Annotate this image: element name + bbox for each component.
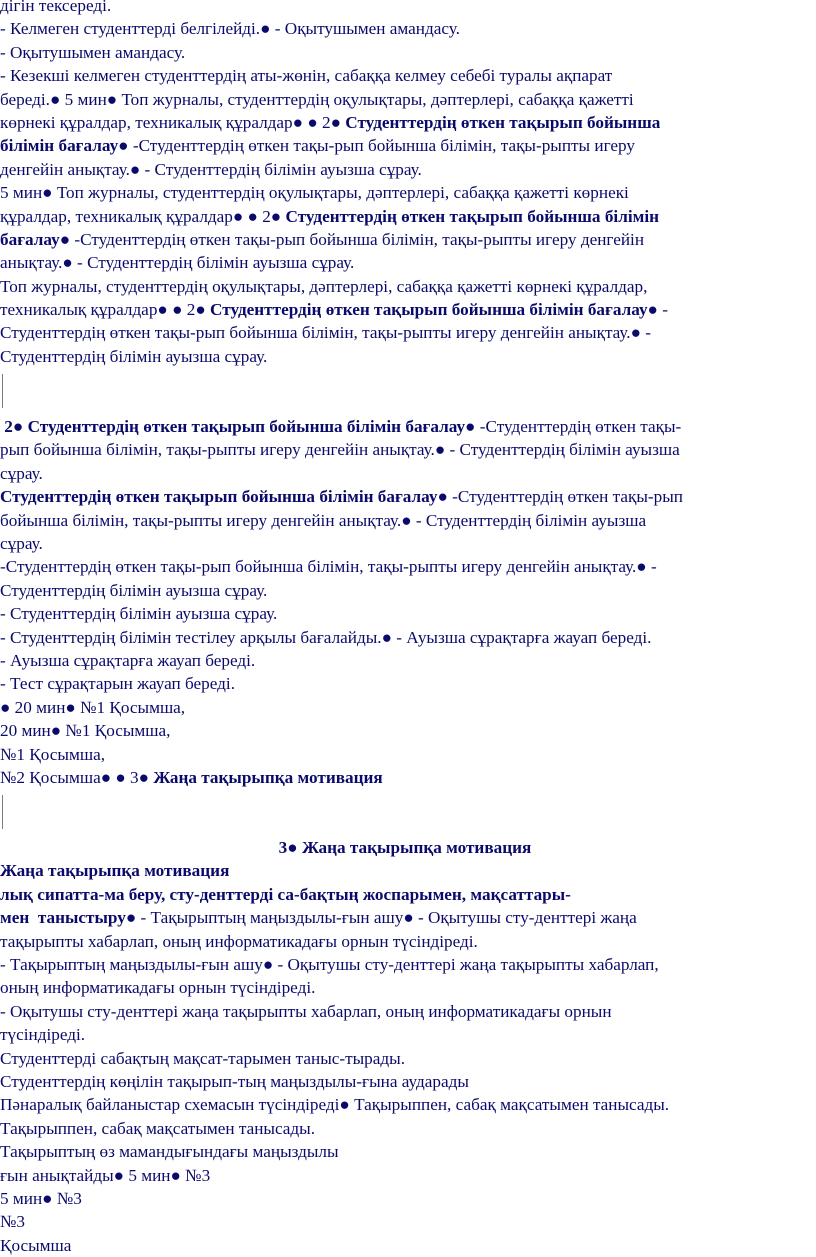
text-line bbox=[0, 0, 810, 17]
text-run: оның информатикадағы орнын түсіндіреді. bbox=[0, 978, 316, 998]
text-run: - Студенттердің білімін тестілеу арқылы бағалайды.● - Ауызша сұрақтарға жауап береді. bbox=[0, 627, 652, 647]
cursor-bar-divider bbox=[0, 789, 810, 836]
bold-text-run: Студенттердің өткен тақырып бойынша білімін бағалау● bbox=[0, 487, 448, 507]
text-line bbox=[0, 415, 810, 438]
text-run: -Студенттердің өткен тақы-рып бойынша білімін, тақы-рыпты игеру денгейін bbox=[70, 229, 645, 249]
text-line bbox=[0, 205, 810, 228]
text-run: Пәнаралық байланыстар схемасын түсіндіреді● Тақырыппен, сабақ мақсатымен танысады. bbox=[0, 1095, 670, 1115]
bold-text-run: бағалау● bbox=[0, 229, 71, 249]
text-run: Студенттердің білімін ауызша сұрау. bbox=[0, 580, 268, 600]
text-line bbox=[0, 859, 810, 882]
text-line bbox=[0, 1164, 810, 1187]
text-line bbox=[0, 88, 810, 111]
bold-text-run: Студенттердің өткен тақырып бойынша bbox=[345, 112, 661, 132]
text-line bbox=[0, 251, 810, 274]
bold-text-run: Студенттердің өткен тақырып бойынша білімін bbox=[285, 206, 659, 226]
cursor-bar-divider bbox=[0, 368, 810, 415]
text-run: Тақырыптың өз мамандығындағы маңыздылы bbox=[0, 1142, 339, 1162]
text-line bbox=[0, 321, 810, 344]
text-line bbox=[0, 1234, 810, 1257]
text-line bbox=[0, 275, 810, 298]
bold-text-run: мен таныстыру● bbox=[0, 908, 137, 928]
text-run: анықтау.● - Студенттердің білімін ауызша сұрау. bbox=[0, 253, 355, 273]
text-line bbox=[0, 672, 810, 695]
text-run: №3 bbox=[0, 1212, 25, 1232]
text-run: №1 Қосымша, bbox=[0, 744, 105, 764]
text-run: - Студенттердің білімін ауызша сұрау. bbox=[0, 604, 278, 624]
text-line bbox=[0, 41, 810, 64]
text-run: Қосымша bbox=[0, 1235, 72, 1255]
text-run: денгейін анықтау.● - Студенттердің білімін ауызша сұрау. bbox=[0, 159, 422, 179]
text-line bbox=[0, 345, 810, 368]
text-line bbox=[0, 17, 810, 40]
text-line bbox=[0, 438, 810, 461]
text-line bbox=[0, 509, 810, 532]
text-run: Студенттердің көңілін тақырып-тың маңыздылы-ғына аударады bbox=[0, 1072, 469, 1091]
bold-text-run: 2● Студенттердің өткен тақырып бойынша білімін бағалау● bbox=[0, 417, 476, 437]
text-run: Студенттерді сабақтың мақсат-тарымен таныс-тырады. bbox=[0, 1048, 405, 1068]
text-run: ғын анықтайды● 5 мин● №3 bbox=[0, 1165, 211, 1185]
text-run: 5 мин● Топ журналы, студенттердің оқулықтары, дәптерлері, сабаққа қажетті көрнекі bbox=[0, 183, 629, 203]
text-line bbox=[0, 649, 810, 672]
text-line bbox=[0, 743, 810, 766]
text-run: -Студенттердің өткен тақы-рып бойынша білімін, тақы-рыпты игеру bbox=[128, 136, 635, 156]
text-line bbox=[0, 696, 810, 719]
text-run: -Студенттердің өткен тақы-рып бойынша білімін, тақы-рыпты игеру денгейін анықтау.● - bbox=[0, 557, 657, 577]
text-run: 5 мин● №3 bbox=[0, 1188, 82, 1208]
text-run: - Тақырыптың маңыздылы-ғын ашу● - Оқытушы сту-денттері жаңа bbox=[136, 908, 637, 928]
text-line bbox=[0, 158, 810, 181]
text-line bbox=[0, 976, 810, 999]
text-run: құралдар, техникалық құралдар● ● 2● bbox=[0, 206, 286, 226]
text-line bbox=[0, 1210, 810, 1233]
text-run: көрнекі құралдар, техникалық құралдар● ● 2● bbox=[0, 112, 346, 132]
text-run: - bbox=[657, 300, 668, 320]
text-line bbox=[0, 1070, 810, 1093]
text-line bbox=[0, 1000, 810, 1023]
text-run: - Кезекші келмеген студенттердің аты-жөнін, сабаққа келмеу себебі туралы ақпарат bbox=[0, 66, 613, 86]
text-line bbox=[0, 64, 810, 87]
text-run: - Оқытушы сту-денттері жаңа тақырыпты хабарлап, оның информатикадағы орнын bbox=[0, 1001, 612, 1021]
text-line bbox=[0, 134, 810, 157]
text-run: тақырыпты хабарлап, оның информатикадағы орнын түсіндіреді. bbox=[0, 931, 478, 951]
text-line bbox=[0, 181, 810, 204]
text-line bbox=[0, 766, 810, 789]
text-run: түсіндіреді. bbox=[0, 1025, 86, 1045]
text-line bbox=[0, 1117, 810, 1140]
bold-text-run: Жаңа тақырыпқа мотивация bbox=[0, 861, 230, 881]
text-run: рып бойынша білімін, тақы-рыпты игеру денгейін анықтау.● - Студенттердің білімін ауызша bbox=[0, 440, 680, 460]
text-run: техникалық құралдар● ● 2● bbox=[0, 300, 211, 320]
text-line bbox=[0, 228, 810, 251]
text-line bbox=[0, 602, 810, 625]
text-line bbox=[0, 1023, 810, 1046]
bold-text-run: Жаңа тақырыпқа мотивация bbox=[153, 767, 383, 787]
text-line bbox=[0, 1093, 810, 1116]
text-run: береді.● 5 мин● Топ журналы, студенттердің оқулықтары, дәптерлері, сабаққа қажетті bbox=[0, 89, 634, 109]
text-run: дігін тексереді. bbox=[0, 0, 112, 15]
text-run: бойынша білімін, тақы-рыпты игеру денгейін анықтау.● - Студенттердің білімін ауызша bbox=[0, 510, 647, 530]
text-run: сұрау. bbox=[0, 463, 43, 483]
text-run: сұрау. bbox=[0, 534, 43, 553]
text-line bbox=[0, 906, 810, 929]
text-run: - Ауызша сұрақтарға жауап береді. bbox=[0, 650, 256, 670]
text-run: -Студенттердің өткен тақы- bbox=[475, 417, 682, 437]
bold-text-run: лық сипатта-ма беру, сту-денттерді са-бақтың жоспарымен, мақсаттары- bbox=[0, 884, 571, 904]
text-line bbox=[0, 532, 810, 555]
text-line bbox=[0, 930, 810, 953]
text-run: Студенттердің өткен тақы-рып бойынша білімін, тақы-рыпты игеру денгейін анықтау.● - bbox=[0, 323, 651, 343]
bold-text-run: білімін бағалау● bbox=[0, 136, 129, 156]
text-line bbox=[0, 719, 810, 742]
text-run: Студенттердің білімін ауызша сұрау. bbox=[0, 346, 268, 366]
text-line bbox=[0, 1187, 810, 1210]
text-run: -Студенттердің өткен тақы-рып bbox=[447, 487, 683, 507]
text-run: - Келмеген студенттерді белгілейді.● - Оқытушымен амандасу. bbox=[0, 19, 460, 39]
text-line bbox=[0, 626, 810, 649]
text-run: - Тест сұрақтарын жауап береді. bbox=[0, 674, 235, 694]
text-line bbox=[0, 836, 810, 859]
text-line bbox=[0, 883, 810, 906]
text-run: - Оқытушымен амандасу. bbox=[0, 42, 186, 62]
text-line bbox=[0, 462, 810, 485]
text-run: Топ журналы, студенттердің оқулықтары, дәптерлері, сабаққа қажетті көрнекі құралдар, bbox=[0, 276, 648, 296]
text-line bbox=[0, 579, 810, 602]
text-run: Тақырыппен, сабақ мақсатымен танысады. bbox=[0, 1118, 316, 1138]
text-line bbox=[0, 555, 810, 578]
text-run: ● 20 мин● №1 Қосымша, bbox=[0, 697, 186, 717]
text-line bbox=[0, 953, 810, 976]
text-line bbox=[0, 298, 810, 321]
text-run: 20 мин● №1 Қосымша, bbox=[0, 721, 171, 741]
text-line bbox=[0, 485, 810, 508]
text-line bbox=[0, 111, 810, 134]
bold-text-run: Студенттердің өткен тақырып бойынша білімін бағалау● bbox=[210, 300, 658, 320]
bold-text-run: 3● Жаңа тақырыпқа мотивация bbox=[278, 838, 532, 858]
text-run: - Тақырыптың маңыздылы-ғын ашу● - Оқытушы сту-денттері жаңа тақырыпты хабарлап, bbox=[0, 955, 659, 975]
text-line bbox=[0, 1047, 810, 1070]
text-line bbox=[0, 1140, 810, 1163]
text-run: №2 Қосымша● ● 3● bbox=[0, 767, 154, 787]
